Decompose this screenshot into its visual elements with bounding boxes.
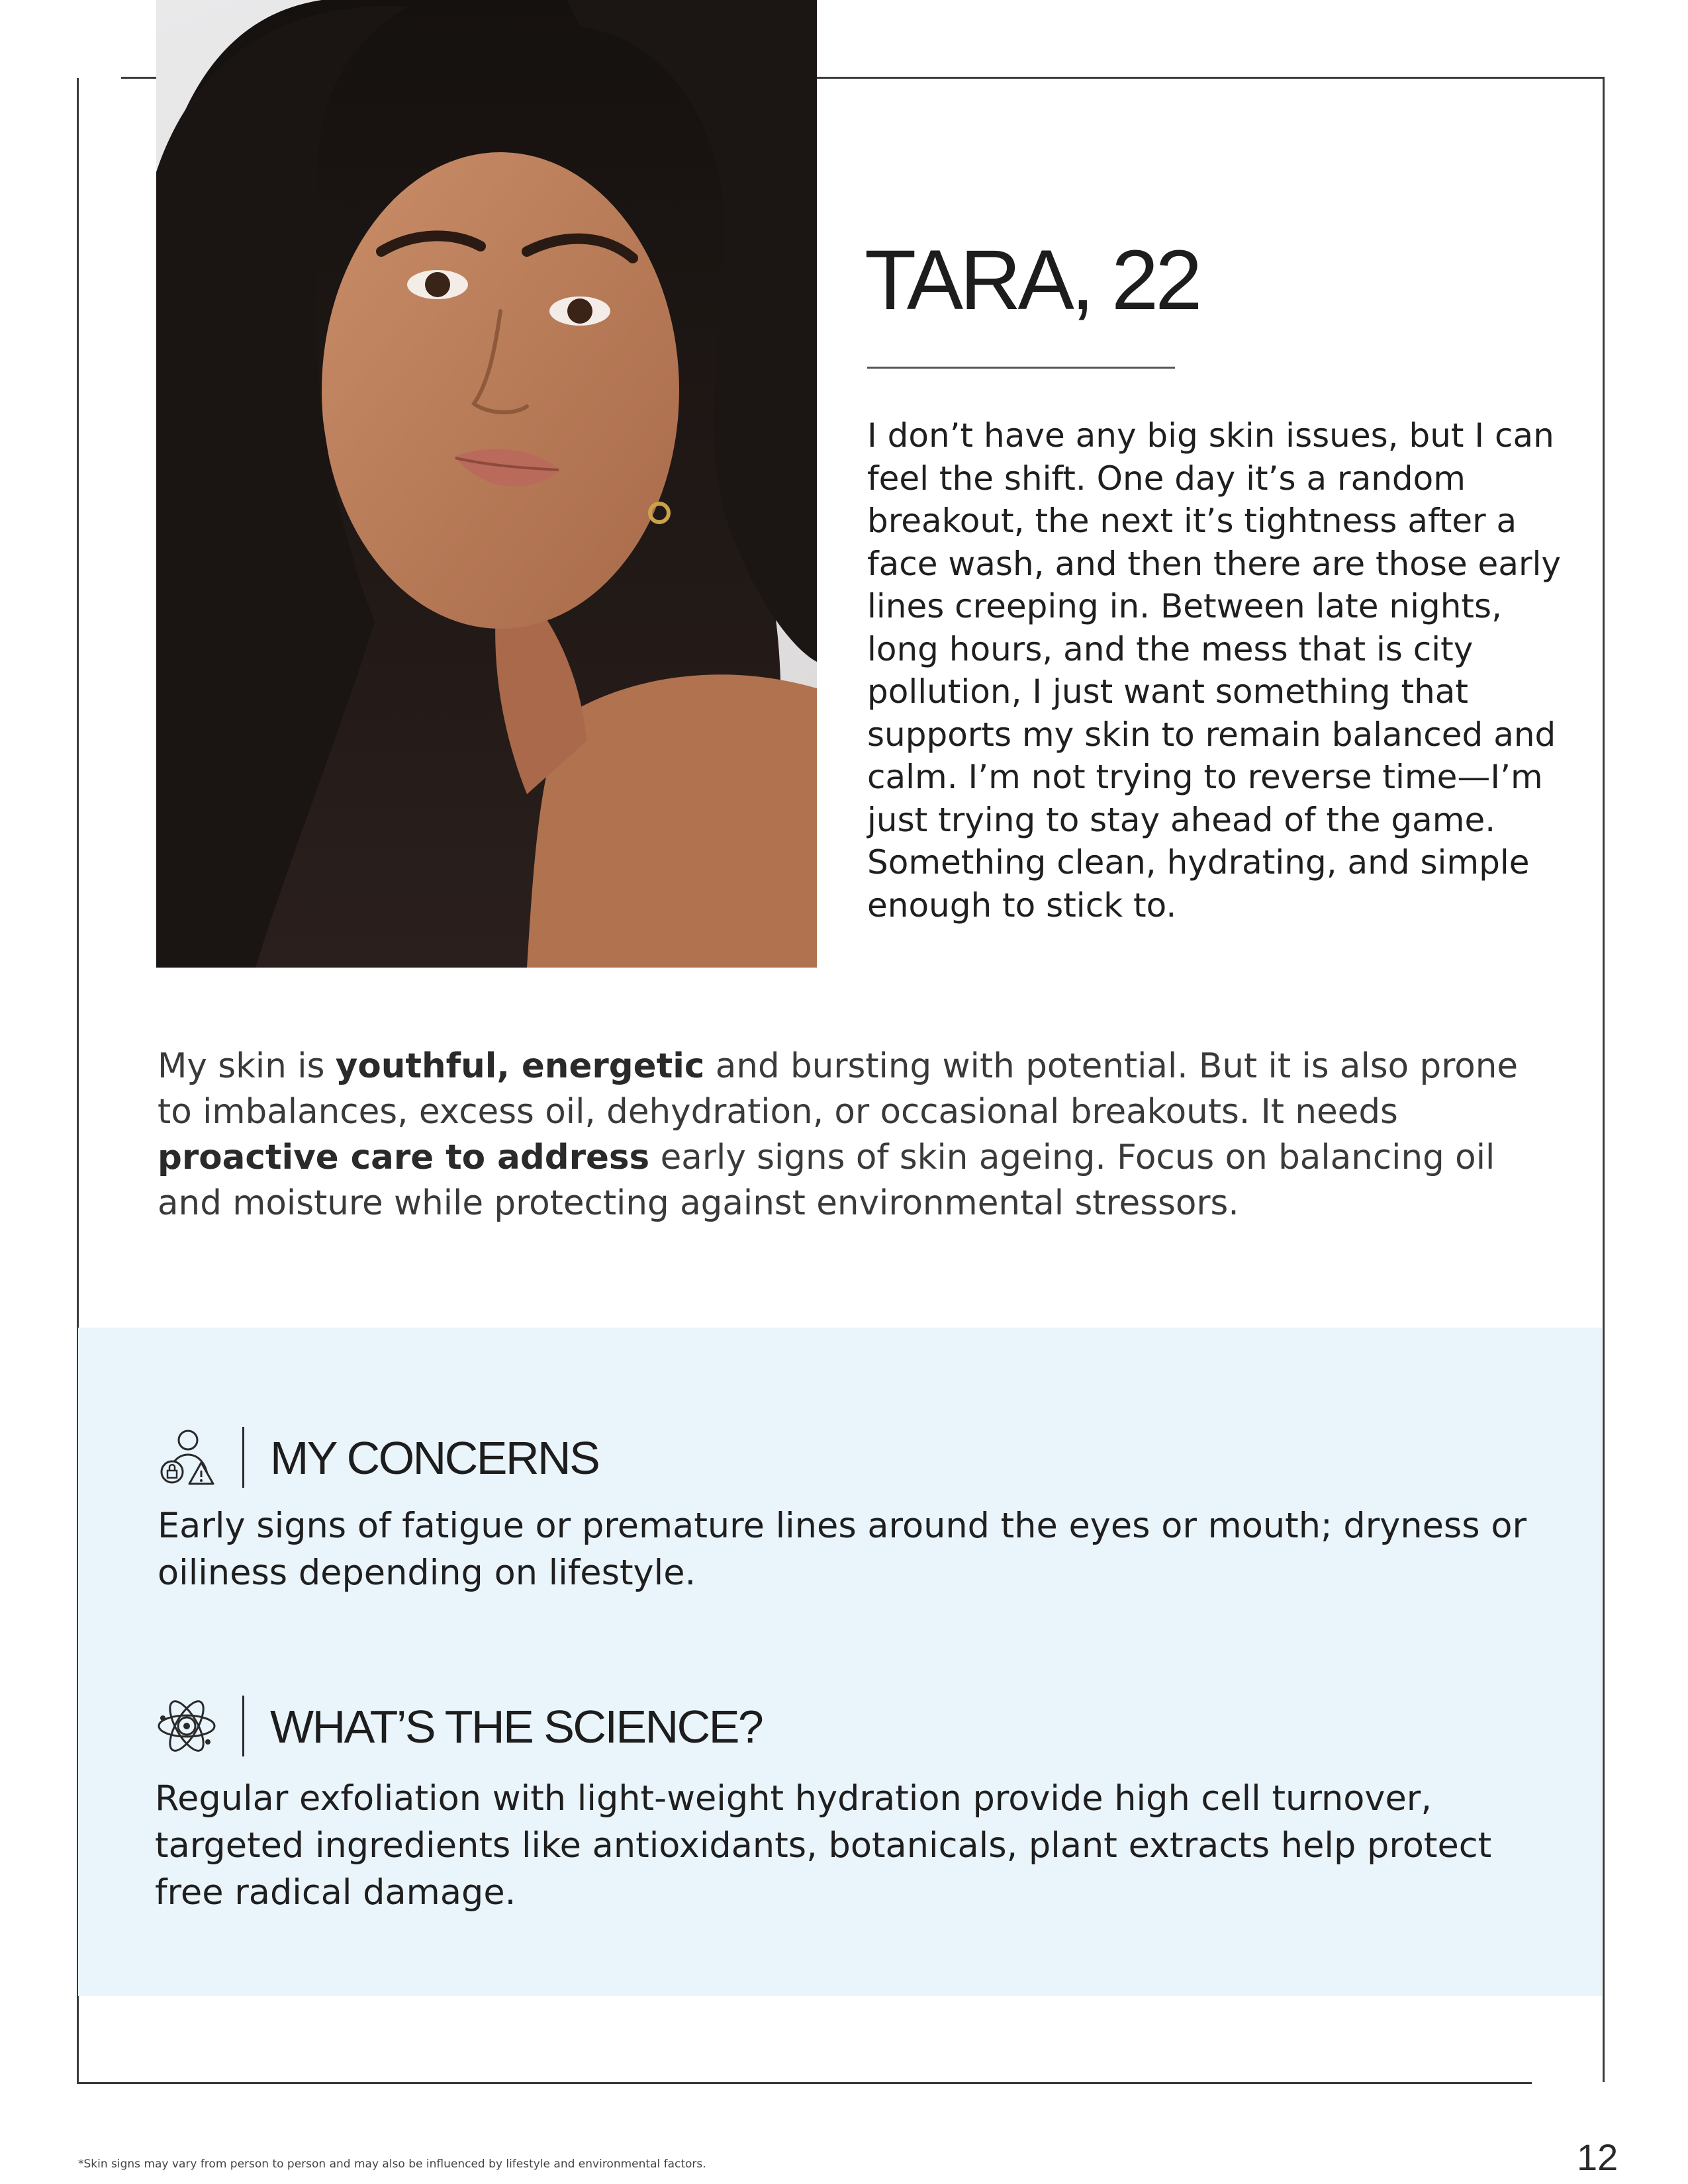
concerns-text: Early signs of fatigue or premature lines around the eyes or mouth; dryness or oiliness depending on lifestyle. <box>158 1506 1527 1593</box>
skin-summary <box>158 1044 1561 1226</box>
summary-text-1: My skin is <box>158 1046 336 1086</box>
profile-photo <box>156 0 817 968</box>
science-heading: WHAT’S THE SCIENCE? <box>270 1701 763 1752</box>
science-text: Regular exfoliation with light-weight hydration provide high cell turnover, targeted ingredients like antioxidants, botanicals, plant extracts help protect free radical damage. <box>155 1778 1492 1913</box>
summary-text-2: and bursting with potential. But it is also prone to imbalances, excess oil, dehydration, or occasional breakouts. It needs <box>158 1046 1519 1132</box>
summary-highlight-1: youthful, energetic <box>335 1046 705 1086</box>
summary-highlight-2: proactive care to address <box>158 1138 650 1177</box>
testimonial-quote: I don’t have any big skin issues, but I can feel the shift. One day it’s a random breakout, the next it’s tightness after a face wash, and then there are those early lines creeping in. Between late nights, long hours, and the mess that is city pollution, I just want something that supports my skin to remain balanced and calm. I’m not trying to reverse time—I’m just trying to stay ahead of the game. Something clean, hydrating, and simple enough to stick to. <box>867 416 1561 925</box>
frame-right-border <box>1603 77 1605 2082</box>
summary-text-3: early signs of skin ageing. Focus on balancing oil and moisture while protecting against environmental stressors. <box>158 1138 1495 1223</box>
concerns-divider <box>242 1427 244 1488</box>
frame-bottom-border <box>77 2082 1532 2084</box>
concerns-heading: MY CONCERNS <box>270 1432 599 1484</box>
face <box>322 152 679 629</box>
atom-icon <box>155 1694 218 1758</box>
science-divider <box>242 1696 244 1756</box>
page-number: 12 <box>1577 2136 1618 2178</box>
name-divider <box>867 367 1175 369</box>
person-concern-icon <box>155 1426 218 1489</box>
footnote: *Skin signs may vary from person to person and may also be influenced by lifestyle and environmental factors. <box>78 2158 706 2171</box>
profile-name: TARA, 22 <box>865 233 1199 328</box>
